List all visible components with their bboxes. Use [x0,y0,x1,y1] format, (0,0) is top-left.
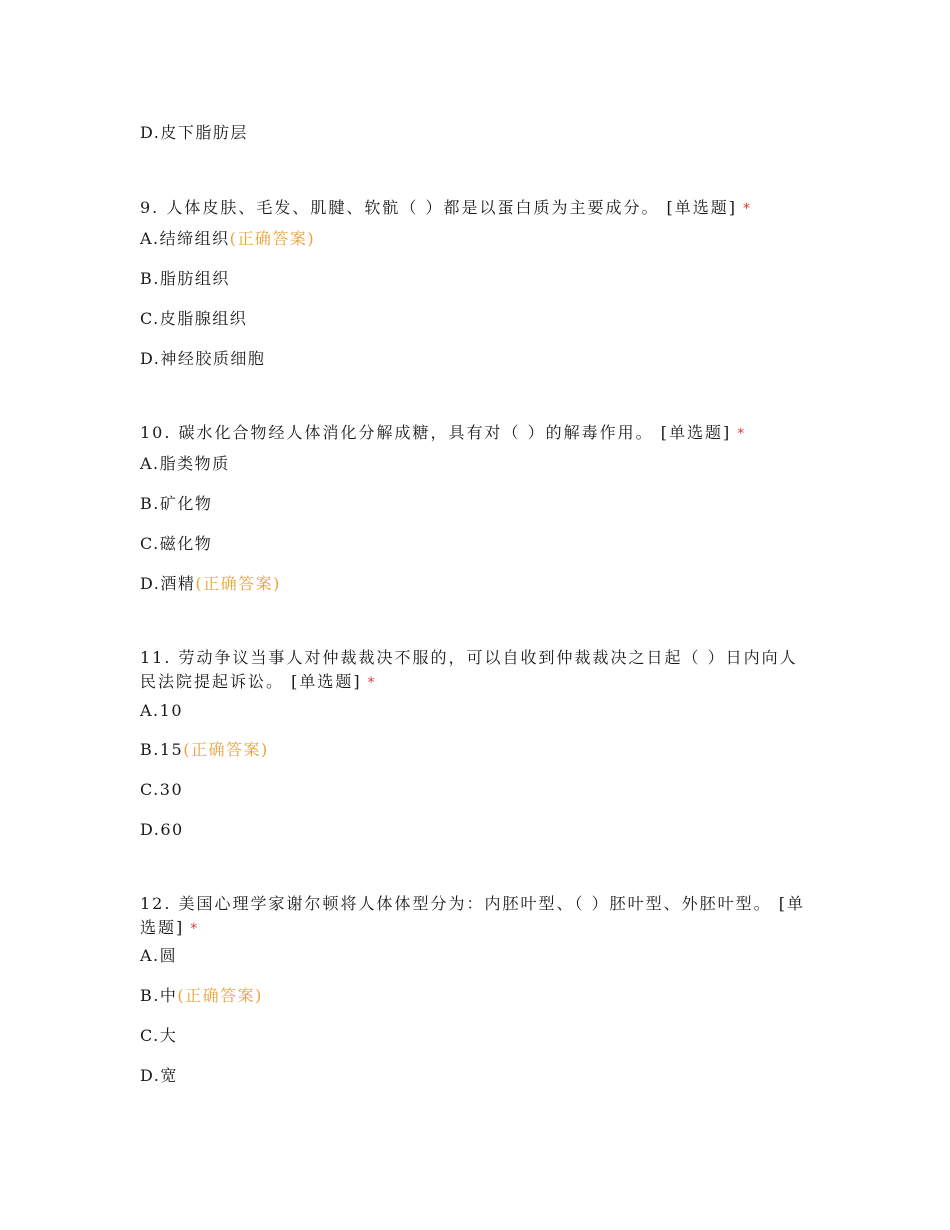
question-stem-text: 9. 人体皮肤、毛发、肌腱、软骯（ ）都是以蛋白质为主要成分。 [140,198,660,217]
question-11-stem [140,646,810,695]
q9-option-d: D.神经胶质细胞 [140,349,266,368]
required-mark: * [367,675,377,691]
q12-option-c: C.大 [140,1026,178,1045]
prev-option-d: D.皮下脂肪层 [140,123,248,142]
question-stem-text: 10. 碳水化合物经人体消化分解成糖，具有对（ ）的解毒作用。 [140,423,654,442]
q9-option-a [140,228,315,250]
q10-option-b: B.矿化物 [140,494,213,513]
q10-option-a: A.脂类物质 [140,454,230,473]
question-stem-text: 12. 美国心理学家谢尔顿将人体体型分为：内胚叶型、（ ）胚叶型、外胚叶型。 [140,894,772,913]
q11-option-c: C.30 [140,780,184,799]
question-10-stem [140,421,810,446]
correct-answer-tag: (正确答案) [177,986,263,1005]
q10-option-c: C.磁化物 [140,534,213,553]
question-type-tag: [单选题] [666,198,738,217]
q9-option-b: B.脂肪组织 [140,269,230,288]
question-type-tag: [单选题] [291,672,362,691]
question-stem-text: 11. 劳动争议当事人对仲裁裁决不服的，可以自收到仲裁裁决之日起（ ）日内向人民法院提起诉讼。 [140,648,798,691]
correct-answer-tag: (正确答案) [183,740,269,759]
required-mark: * [743,201,753,217]
q11-option-a: A.10 [140,701,183,720]
correct-answer-tag: (正确答案) [195,574,281,593]
q11-option-b [140,739,269,761]
question-type-tag: [单选题] [140,894,805,937]
required-mark: * [737,426,747,442]
option-text: B.中 [140,986,178,1005]
correct-answer-tag: (正确答案) [229,229,316,248]
question-type-tag: [单选题] [660,423,732,442]
q9-option-c: C.皮脂腺组织 [140,309,248,328]
q12-option-d: D.宽 [140,1066,178,1085]
question-12-stem [140,892,810,941]
q12-option-a: A.圆 [140,946,178,965]
q10-option-d [140,573,281,595]
required-mark: * [190,921,200,937]
option-text: A.结缔组织 [140,229,230,248]
question-9-stem [140,196,810,221]
q12-option-b [140,985,263,1007]
option-text: D.酒精 [140,574,196,593]
q11-option-d: D.60 [140,820,184,839]
option-text: B.15 [140,740,184,759]
